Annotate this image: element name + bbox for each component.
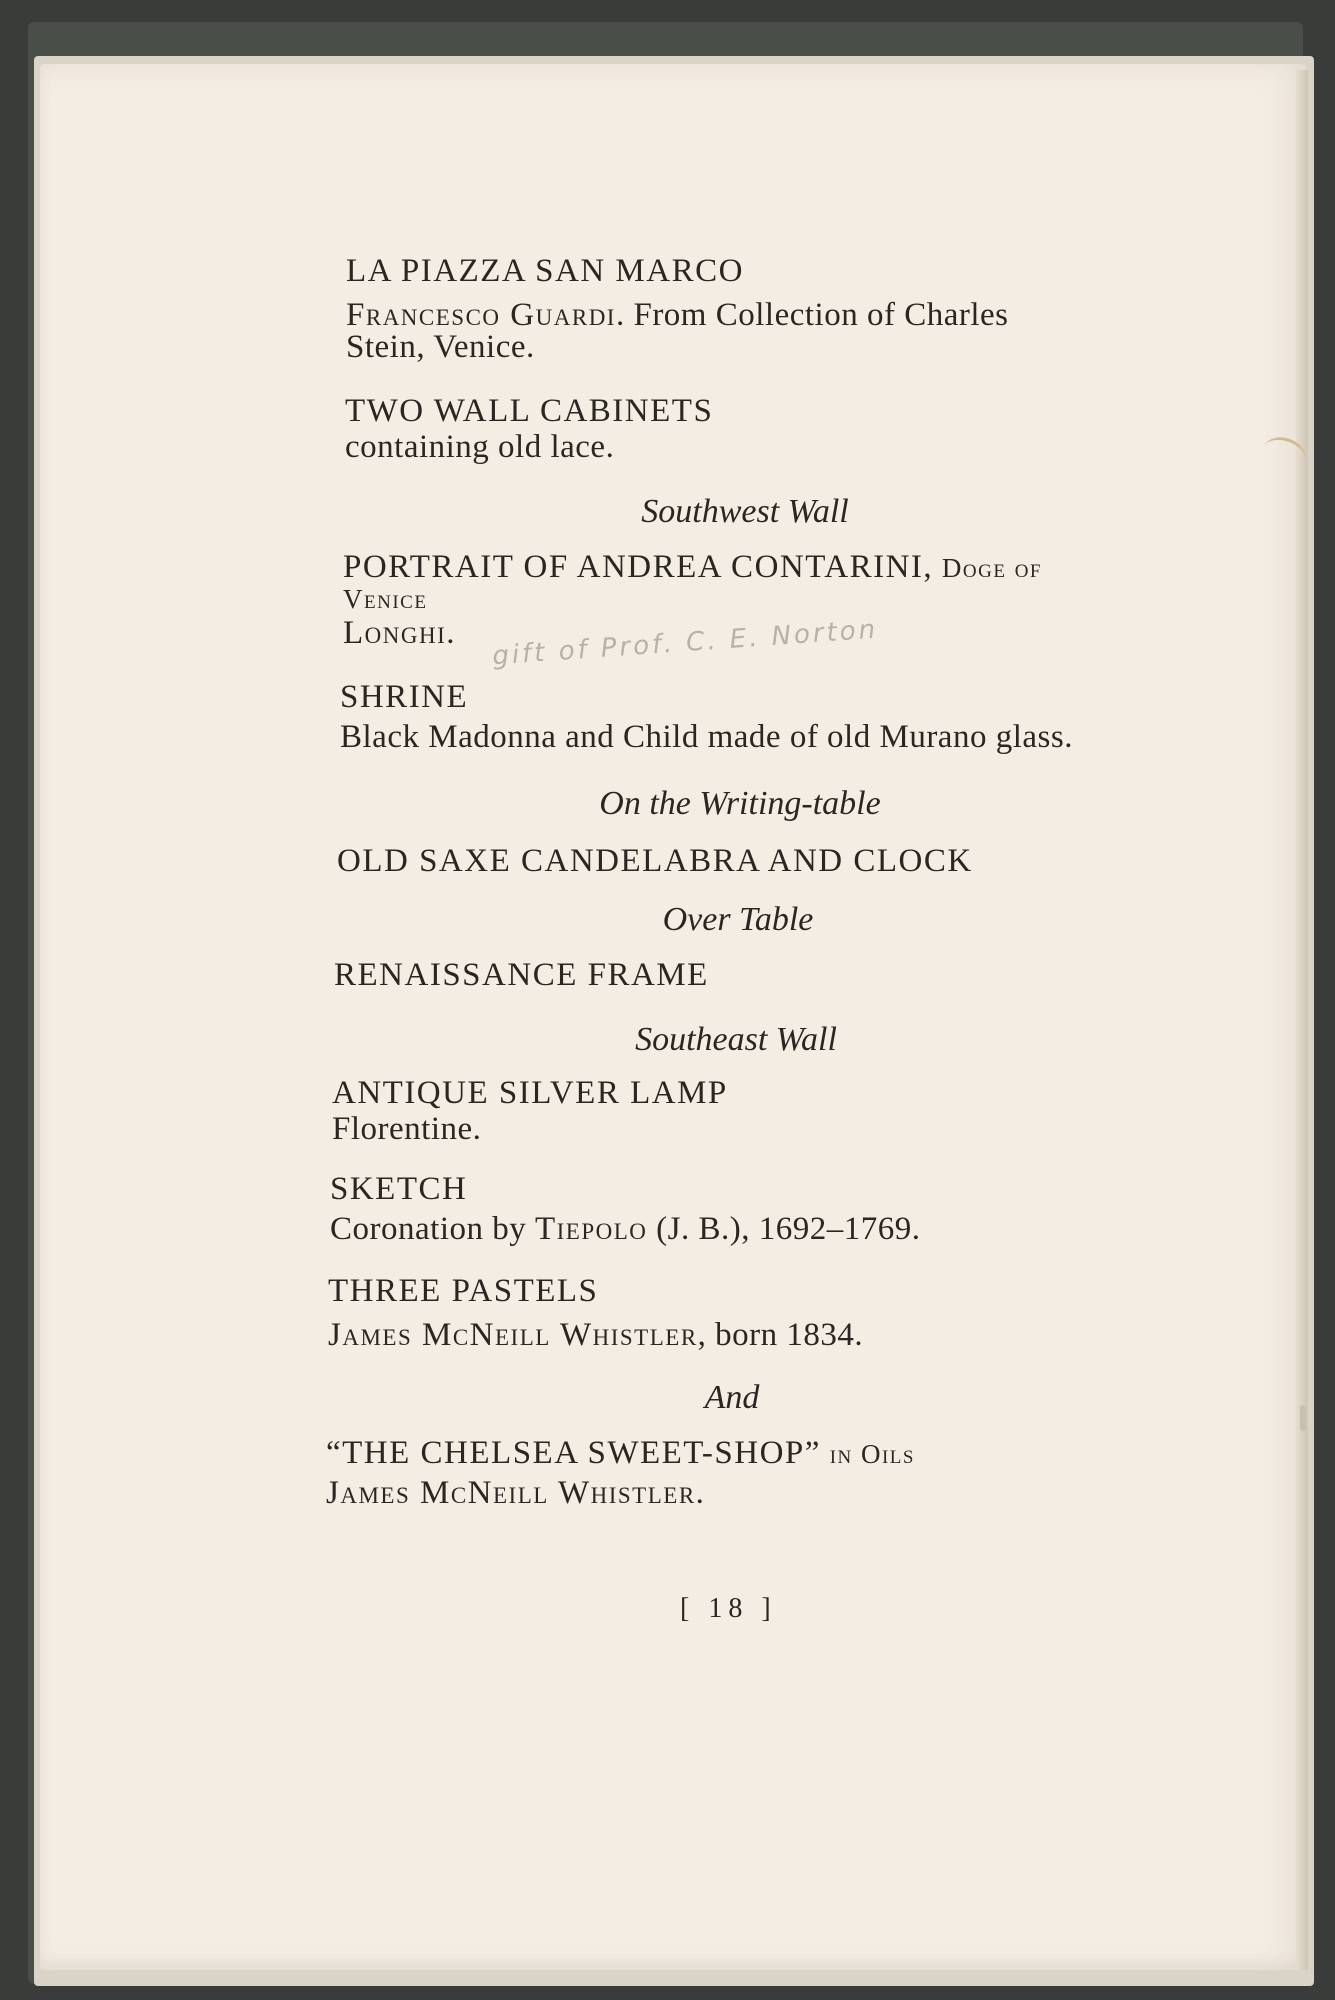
section-heading: Southeast Wall (635, 1021, 837, 1058)
entry-line: Longhi. (343, 615, 456, 651)
entry-title: SKETCH (330, 1171, 468, 1207)
section-heading: Southwest Wall (641, 493, 849, 530)
section-heading: And (704, 1379, 760, 1416)
entry-title-line: PORTRAIT OF ANDREA CONTARINI, Doge of (343, 549, 1042, 585)
entry-title: LA PIAZZA SAN MARCO (346, 253, 744, 289)
entry-line: containing old lace. (345, 429, 615, 465)
entry-title: OLD SAXE CANDELABRA AND CLOCK (337, 843, 973, 879)
entry-line: Stein, Venice. (346, 329, 535, 365)
entry-title: TWO WALL CABINETS (345, 393, 714, 429)
entry-line: Florentine. (332, 1111, 482, 1147)
entry-title: SHRINE (340, 679, 469, 715)
entry-line: Venice (343, 584, 428, 614)
artist-name: Francesco Guardi. From Collection of Charles (346, 297, 1009, 333)
entry-line: Coronation by Tiepolo (J. B.), 1692–1769. (330, 1211, 921, 1247)
entry-title: RENAISSANCE FRAME (334, 957, 709, 993)
page-number: [ 18 ] (680, 1593, 777, 1624)
entry-line: James McNeill Whistler. (326, 1475, 705, 1511)
entry-title: ANTIQUE SILVER LAMP (332, 1075, 728, 1111)
section-heading: On the Writing-table (599, 785, 881, 822)
entry-title-line: “THE CHELSEA SWEET-SHOP” in Oils (326, 1435, 915, 1471)
entry-line: Black Madonna and Child made of old Murano glass. (340, 719, 1073, 755)
entry-title: THREE PASTELS (328, 1273, 599, 1309)
entry-line: James McNeill Whistler, born 1834. (328, 1317, 864, 1353)
section-heading: Over Table (662, 901, 814, 938)
handwritten-annotation: gift of Prof. C. E. Norton (491, 614, 880, 672)
